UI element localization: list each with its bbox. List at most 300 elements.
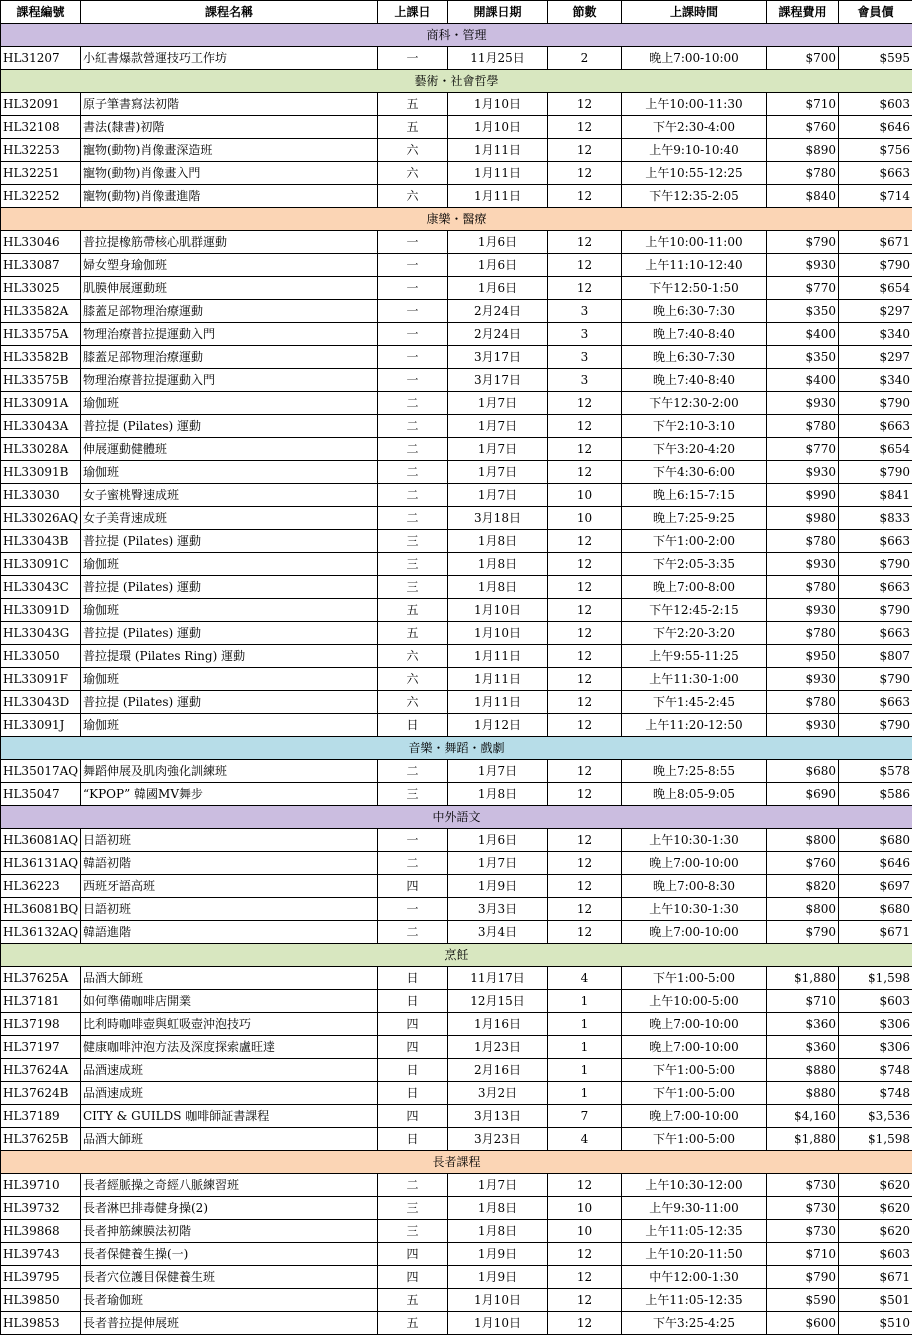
sessions-cell: 12 (548, 185, 622, 208)
table-row (1, 1220, 912, 1243)
sessions-cell: 12 (548, 277, 622, 300)
start-date-cell: 1月6日 (448, 277, 548, 300)
start-date-cell: 1月16日 (448, 1013, 548, 1036)
weekday-cell: 六 (378, 139, 448, 162)
course-name-cell: 肌膜伸展運動班 (81, 277, 378, 300)
category-title: 中外語文 (1, 806, 912, 829)
weekday-cell: 二 (378, 1174, 448, 1197)
member-price-cell: $654 (839, 438, 912, 461)
class-time-cell: 晚上7:00-10:00 (622, 1036, 767, 1059)
sessions-cell: 12 (548, 691, 622, 714)
course-code-cell: HL39868 (1, 1220, 81, 1243)
course-code-cell: HL37197 (1, 1036, 81, 1059)
member-price-cell: $748 (839, 1082, 912, 1105)
weekday-cell: 日 (378, 990, 448, 1013)
start-date-cell: 1月10日 (448, 116, 548, 139)
course-name-cell: 日語初班 (81, 898, 378, 921)
course-name-cell: 長者保健養生操(一) (81, 1243, 378, 1266)
category-title: 商科・管理 (1, 24, 912, 47)
table-row (1, 1036, 912, 1059)
member-price-cell: $697 (839, 875, 912, 898)
weekday-cell: 二 (378, 484, 448, 507)
course-code-cell: HL33046 (1, 231, 81, 254)
sessions-cell: 1 (548, 1036, 622, 1059)
weekday-cell: 六 (378, 691, 448, 714)
weekday-cell: 六 (378, 185, 448, 208)
start-date-cell: 1月11日 (448, 185, 548, 208)
member-price-cell: $748 (839, 1059, 912, 1082)
sessions-cell: 12 (548, 1243, 622, 1266)
class-time-cell: 晚上7:00-10:00 (622, 1105, 767, 1128)
weekday-cell: 六 (378, 162, 448, 185)
course-name-cell: 普拉提 (Pilates) 運動 (81, 415, 378, 438)
course-fee-cell: $780 (767, 530, 839, 553)
weekday-cell: 二 (378, 852, 448, 875)
start-date-cell: 1月7日 (448, 852, 548, 875)
course-name-cell: 瑜伽班 (81, 553, 378, 576)
sessions-cell: 10 (548, 1220, 622, 1243)
course-code-cell: HL33028A (1, 438, 81, 461)
sessions-cell: 12 (548, 898, 622, 921)
class-time-cell: 下午1:00-5:00 (622, 1128, 767, 1151)
course-fee-cell: $400 (767, 369, 839, 392)
course-fee-cell: $880 (767, 1059, 839, 1082)
course-code-cell: HL33091B (1, 461, 81, 484)
member-price-cell: $603 (839, 93, 912, 116)
weekday-cell: 二 (378, 507, 448, 530)
weekday-cell: 三 (378, 1197, 448, 1220)
weekday-cell: 三 (378, 783, 448, 806)
weekday-cell: 一 (378, 231, 448, 254)
start-date-cell: 3月2日 (448, 1082, 548, 1105)
sessions-cell: 12 (548, 93, 622, 116)
course-fee-cell: $730 (767, 1197, 839, 1220)
sessions-cell: 4 (548, 1128, 622, 1151)
course-fee-cell: $890 (767, 139, 839, 162)
weekday-cell: 一 (378, 323, 448, 346)
course-name-cell: 瑜伽班 (81, 714, 378, 737)
class-time-cell: 晚上7:40-8:40 (622, 369, 767, 392)
weekday-cell: 一 (378, 254, 448, 277)
course-code-cell: HL33091A (1, 392, 81, 415)
weekday-cell: 日 (378, 1059, 448, 1082)
weekday-cell: 六 (378, 668, 448, 691)
course-name-cell: 寵物(動物)肖像畫入門 (81, 162, 378, 185)
course-fee-cell: $770 (767, 277, 839, 300)
class-time-cell: 上午11:10-12:40 (622, 254, 767, 277)
category-row (1, 737, 912, 760)
course-code-cell: HL37189 (1, 1105, 81, 1128)
class-time-cell: 上午11:05-12:35 (622, 1289, 767, 1312)
start-date-cell: 1月8日 (448, 1197, 548, 1220)
table-row (1, 254, 912, 277)
course-fee-cell: $930 (767, 392, 839, 415)
course-name-cell: 寵物(動物)肖像畫進階 (81, 185, 378, 208)
course-code-cell: HL37625B (1, 1128, 81, 1151)
sessions-cell: 12 (548, 921, 622, 944)
weekday-cell: 四 (378, 1036, 448, 1059)
sessions-cell: 12 (548, 254, 622, 277)
member-price-cell: $306 (839, 1013, 912, 1036)
member-price-cell: $663 (839, 530, 912, 553)
weekday-cell: 日 (378, 1082, 448, 1105)
course-name-cell: 物理治療普拉提運動入門 (81, 323, 378, 346)
class-time-cell: 下午12:50-1:50 (622, 277, 767, 300)
start-date-cell: 1月11日 (448, 645, 548, 668)
member-price-cell: $663 (839, 622, 912, 645)
course-code-cell: HL33043A (1, 415, 81, 438)
start-date-cell: 1月8日 (448, 553, 548, 576)
course-code-cell: HL33091F (1, 668, 81, 691)
member-price-cell: $807 (839, 645, 912, 668)
start-date-cell: 1月9日 (448, 1243, 548, 1266)
course-fee-cell: $710 (767, 990, 839, 1013)
course-name-cell: 膝蓋足部物理治療運動 (81, 300, 378, 323)
class-time-cell: 上午10:55-12:25 (622, 162, 767, 185)
member-price-cell: $1,598 (839, 967, 912, 990)
course-code-cell: HL37198 (1, 1013, 81, 1036)
sessions-cell: 12 (548, 461, 622, 484)
start-date-cell: 1月7日 (448, 461, 548, 484)
weekday-cell: 日 (378, 1128, 448, 1151)
sessions-cell: 12 (548, 1174, 622, 1197)
weekday-cell: 二 (378, 415, 448, 438)
class-time-cell: 上午10:00-11:00 (622, 231, 767, 254)
member-price-cell: $756 (839, 139, 912, 162)
start-date-cell: 3月17日 (448, 346, 548, 369)
course-fee-cell: $930 (767, 668, 839, 691)
weekday-cell: 四 (378, 1266, 448, 1289)
member-price-cell: $790 (839, 714, 912, 737)
weekday-cell: 五 (378, 599, 448, 622)
course-fee-cell: $760 (767, 852, 839, 875)
course-code-cell: HL39853 (1, 1312, 81, 1335)
table-row (1, 1174, 912, 1197)
table-row (1, 47, 912, 70)
sessions-cell: 12 (548, 576, 622, 599)
class-time-cell: 下午3:20-4:20 (622, 438, 767, 461)
course-code-cell: HL39743 (1, 1243, 81, 1266)
weekday-cell: 三 (378, 576, 448, 599)
member-price-cell: $306 (839, 1036, 912, 1059)
class-time-cell: 上午9:55-11:25 (622, 645, 767, 668)
table-row (1, 852, 912, 875)
start-date-cell: 1月8日 (448, 783, 548, 806)
course-fee-cell: $590 (767, 1289, 839, 1312)
member-price-cell: $1,598 (839, 1128, 912, 1151)
table-row (1, 139, 912, 162)
table-row (1, 622, 912, 645)
weekday-cell: 二 (378, 438, 448, 461)
course-fee-cell: $1,880 (767, 1128, 839, 1151)
member-price-cell: $663 (839, 576, 912, 599)
course-name-cell: 健康咖啡沖泡方法及深度探索盧旺達 (81, 1036, 378, 1059)
member-price-cell: $340 (839, 323, 912, 346)
table-row (1, 668, 912, 691)
class-time-cell: 晚上7:00-8:30 (622, 875, 767, 898)
start-date-cell: 2月24日 (448, 300, 548, 323)
sessions-cell: 12 (548, 783, 622, 806)
member-price-cell: $680 (839, 829, 912, 852)
table-row (1, 1059, 912, 1082)
course-name-cell: 寵物(動物)肖像畫深造班 (81, 139, 378, 162)
table-row (1, 990, 912, 1013)
member-price-cell: $646 (839, 852, 912, 875)
member-price-cell: $663 (839, 691, 912, 714)
course-code-cell: HL33026AQ (1, 507, 81, 530)
member-price-cell: $671 (839, 921, 912, 944)
table-row (1, 185, 912, 208)
course-fee-cell: $790 (767, 1266, 839, 1289)
class-time-cell: 下午12:30-2:00 (622, 392, 767, 415)
class-time-cell: 下午2:20-3:20 (622, 622, 767, 645)
class-time-cell: 上午10:00-5:00 (622, 990, 767, 1013)
start-date-cell: 12月15日 (448, 990, 548, 1013)
member-price-cell: $297 (839, 346, 912, 369)
member-price-cell: $510 (839, 1312, 912, 1335)
category-row (1, 944, 912, 967)
sessions-cell: 12 (548, 415, 622, 438)
class-time-cell: 上午10:00-11:30 (622, 93, 767, 116)
course-name-cell: 普拉提 (Pilates) 運動 (81, 691, 378, 714)
course-code-cell: HL33025 (1, 277, 81, 300)
category-title: 長者課程 (1, 1151, 912, 1174)
course-fee-cell: $730 (767, 1220, 839, 1243)
sessions-cell: 12 (548, 438, 622, 461)
class-time-cell: 晚上7:25-9:25 (622, 507, 767, 530)
sessions-cell: 12 (548, 829, 622, 852)
course-fee-cell: $700 (767, 47, 839, 70)
table-row (1, 484, 912, 507)
table-row (1, 576, 912, 599)
course-code-cell: HL33087 (1, 254, 81, 277)
start-date-cell: 1月11日 (448, 668, 548, 691)
sessions-cell: 1 (548, 990, 622, 1013)
course-name-cell: 原子筆書寫法初階 (81, 93, 378, 116)
class-time-cell: 晚上7:00-8:00 (622, 576, 767, 599)
class-time-cell: 上午9:30-11:00 (622, 1197, 767, 1220)
table-header (1, 1, 912, 24)
sessions-cell: 12 (548, 392, 622, 415)
course-name-cell: 西班牙語高班 (81, 875, 378, 898)
member-price-cell: $790 (839, 599, 912, 622)
header-sessions: 節數 (548, 1, 622, 24)
course-name-cell: 舞蹈伸展及肌肉強化訓練班 (81, 760, 378, 783)
class-time-cell: 上午10:30-1:30 (622, 829, 767, 852)
course-fee-cell: $930 (767, 461, 839, 484)
weekday-cell: 五 (378, 622, 448, 645)
course-code-cell: HL32251 (1, 162, 81, 185)
header-weekday: 上課日 (378, 1, 448, 24)
course-fee-cell: $730 (767, 1174, 839, 1197)
table-row (1, 1197, 912, 1220)
course-fee-cell: $800 (767, 829, 839, 852)
weekday-cell: 一 (378, 829, 448, 852)
table-row (1, 530, 912, 553)
sessions-cell: 12 (548, 668, 622, 691)
start-date-cell: 1月11日 (448, 139, 548, 162)
course-fee-cell: $930 (767, 553, 839, 576)
sessions-cell: 7 (548, 1105, 622, 1128)
class-time-cell: 上午10:30-1:30 (622, 898, 767, 921)
course-fee-cell: $950 (767, 645, 839, 668)
course-code-cell: HL37181 (1, 990, 81, 1013)
start-date-cell: 1月11日 (448, 162, 548, 185)
class-time-cell: 下午12:35-2:05 (622, 185, 767, 208)
table-row (1, 93, 912, 116)
course-fee-cell: $990 (767, 484, 839, 507)
course-name-cell: 婦女塑身瑜伽班 (81, 254, 378, 277)
header-member-price: 會員價 (839, 1, 912, 24)
course-code-cell: HL33030 (1, 484, 81, 507)
table-body (1, 24, 912, 1335)
class-time-cell: 晚上7:00-10:00 (622, 852, 767, 875)
class-time-cell: 下午1:00-5:00 (622, 1082, 767, 1105)
course-code-cell: HL36131AQ (1, 852, 81, 875)
class-time-cell: 下午12:45-2:15 (622, 599, 767, 622)
weekday-cell: 五 (378, 93, 448, 116)
course-code-cell: HL32091 (1, 93, 81, 116)
start-date-cell: 11月17日 (448, 967, 548, 990)
sessions-cell: 3 (548, 346, 622, 369)
course-fee-cell: $4,160 (767, 1105, 839, 1128)
course-code-cell: HL35047 (1, 783, 81, 806)
course-code-cell: HL36132AQ (1, 921, 81, 944)
class-time-cell: 上午9:10-10:40 (622, 139, 767, 162)
member-price-cell: $671 (839, 231, 912, 254)
sessions-cell: 12 (548, 162, 622, 185)
table-row (1, 300, 912, 323)
course-fee-cell: $1,880 (767, 967, 839, 990)
member-price-cell: $663 (839, 162, 912, 185)
course-name-cell: 長者抻筋練膜法初階 (81, 1220, 378, 1243)
course-name-cell: 韓語進階 (81, 921, 378, 944)
table-row (1, 392, 912, 415)
start-date-cell: 1月9日 (448, 875, 548, 898)
course-fee-cell: $930 (767, 254, 839, 277)
sessions-cell: 2 (548, 47, 622, 70)
course-fee-cell: $930 (767, 714, 839, 737)
start-date-cell: 1月7日 (448, 760, 548, 783)
course-fee-cell: $690 (767, 783, 839, 806)
start-date-cell: 1月7日 (448, 1174, 548, 1197)
class-time-cell: 上午11:20-12:50 (622, 714, 767, 737)
sessions-cell: 12 (548, 231, 622, 254)
course-fee-cell: $800 (767, 898, 839, 921)
weekday-cell: 三 (378, 530, 448, 553)
category-row (1, 1151, 912, 1174)
weekday-cell: 六 (378, 645, 448, 668)
class-time-cell: 下午1:00-5:00 (622, 1059, 767, 1082)
course-name-cell: 女子蜜桃臀速成班 (81, 484, 378, 507)
class-time-cell: 晚上6:15-7:15 (622, 484, 767, 507)
header-course-name: 課程名稱 (81, 1, 378, 24)
start-date-cell: 1月10日 (448, 1312, 548, 1335)
header-row (1, 1, 912, 24)
course-fee-cell: $780 (767, 415, 839, 438)
class-time-cell: 晚上6:30-7:30 (622, 300, 767, 323)
course-fee-cell: $350 (767, 346, 839, 369)
weekday-cell: 四 (378, 1105, 448, 1128)
course-code-cell: HL33050 (1, 645, 81, 668)
class-time-cell: 晚上7:25-8:55 (622, 760, 767, 783)
table-row (1, 1312, 912, 1335)
course-fee-cell: $880 (767, 1082, 839, 1105)
course-code-cell: HL35017AQ (1, 760, 81, 783)
class-time-cell: 上午10:20-11:50 (622, 1243, 767, 1266)
sessions-cell: 12 (548, 1289, 622, 1312)
member-price-cell: $671 (839, 1266, 912, 1289)
header-course-fee: 課程費用 (767, 1, 839, 24)
weekday-cell: 一 (378, 369, 448, 392)
member-price-cell: $790 (839, 392, 912, 415)
course-code-cell: HL33575B (1, 369, 81, 392)
weekday-cell: 三 (378, 553, 448, 576)
member-price-cell: $790 (839, 254, 912, 277)
course-code-cell: HL33582B (1, 346, 81, 369)
table-row (1, 277, 912, 300)
course-name-cell: 女子美背速成班 (81, 507, 378, 530)
weekday-cell: 二 (378, 461, 448, 484)
member-price-cell: $790 (839, 461, 912, 484)
category-title: 康樂・醫療 (1, 208, 912, 231)
member-price-cell: $790 (839, 668, 912, 691)
course-name-cell: 如何準備咖啡店開業 (81, 990, 378, 1013)
class-time-cell: 下午2:05-3:35 (622, 553, 767, 576)
start-date-cell: 3月3日 (448, 898, 548, 921)
header-course-code: 課程編號 (1, 1, 81, 24)
start-date-cell: 1月10日 (448, 1289, 548, 1312)
course-name-cell: 品酒大師班 (81, 967, 378, 990)
class-time-cell: 上午11:30-1:00 (622, 668, 767, 691)
course-name-cell: 日語初班 (81, 829, 378, 852)
category-row (1, 208, 912, 231)
table-row (1, 783, 912, 806)
weekday-cell: 二 (378, 760, 448, 783)
member-price-cell: $680 (839, 898, 912, 921)
start-date-cell: 2月24日 (448, 323, 548, 346)
weekday-cell: 四 (378, 1243, 448, 1266)
course-code-cell: HL33575A (1, 323, 81, 346)
category-row (1, 806, 912, 829)
weekday-cell: 一 (378, 277, 448, 300)
start-date-cell: 1月7日 (448, 415, 548, 438)
table-row (1, 1243, 912, 1266)
start-date-cell: 3月18日 (448, 507, 548, 530)
table-row (1, 507, 912, 530)
weekday-cell: 二 (378, 392, 448, 415)
course-code-cell: HL33091C (1, 553, 81, 576)
sessions-cell: 1 (548, 1082, 622, 1105)
table-row (1, 1082, 912, 1105)
sessions-cell: 3 (548, 323, 622, 346)
course-fee-cell: $840 (767, 185, 839, 208)
start-date-cell: 1月8日 (448, 530, 548, 553)
start-date-cell: 1月10日 (448, 93, 548, 116)
member-price-cell: $501 (839, 1289, 912, 1312)
course-fee-cell: $780 (767, 576, 839, 599)
table-row (1, 438, 912, 461)
class-time-cell: 下午1:00-2:00 (622, 530, 767, 553)
course-name-cell: 瑜伽班 (81, 668, 378, 691)
course-fee-cell: $360 (767, 1013, 839, 1036)
course-name-cell: 韓語初階 (81, 852, 378, 875)
weekday-cell: 一 (378, 898, 448, 921)
member-price-cell: $833 (839, 507, 912, 530)
course-fee-cell: $780 (767, 622, 839, 645)
start-date-cell: 1月7日 (448, 484, 548, 507)
course-code-cell: HL37625A (1, 967, 81, 990)
